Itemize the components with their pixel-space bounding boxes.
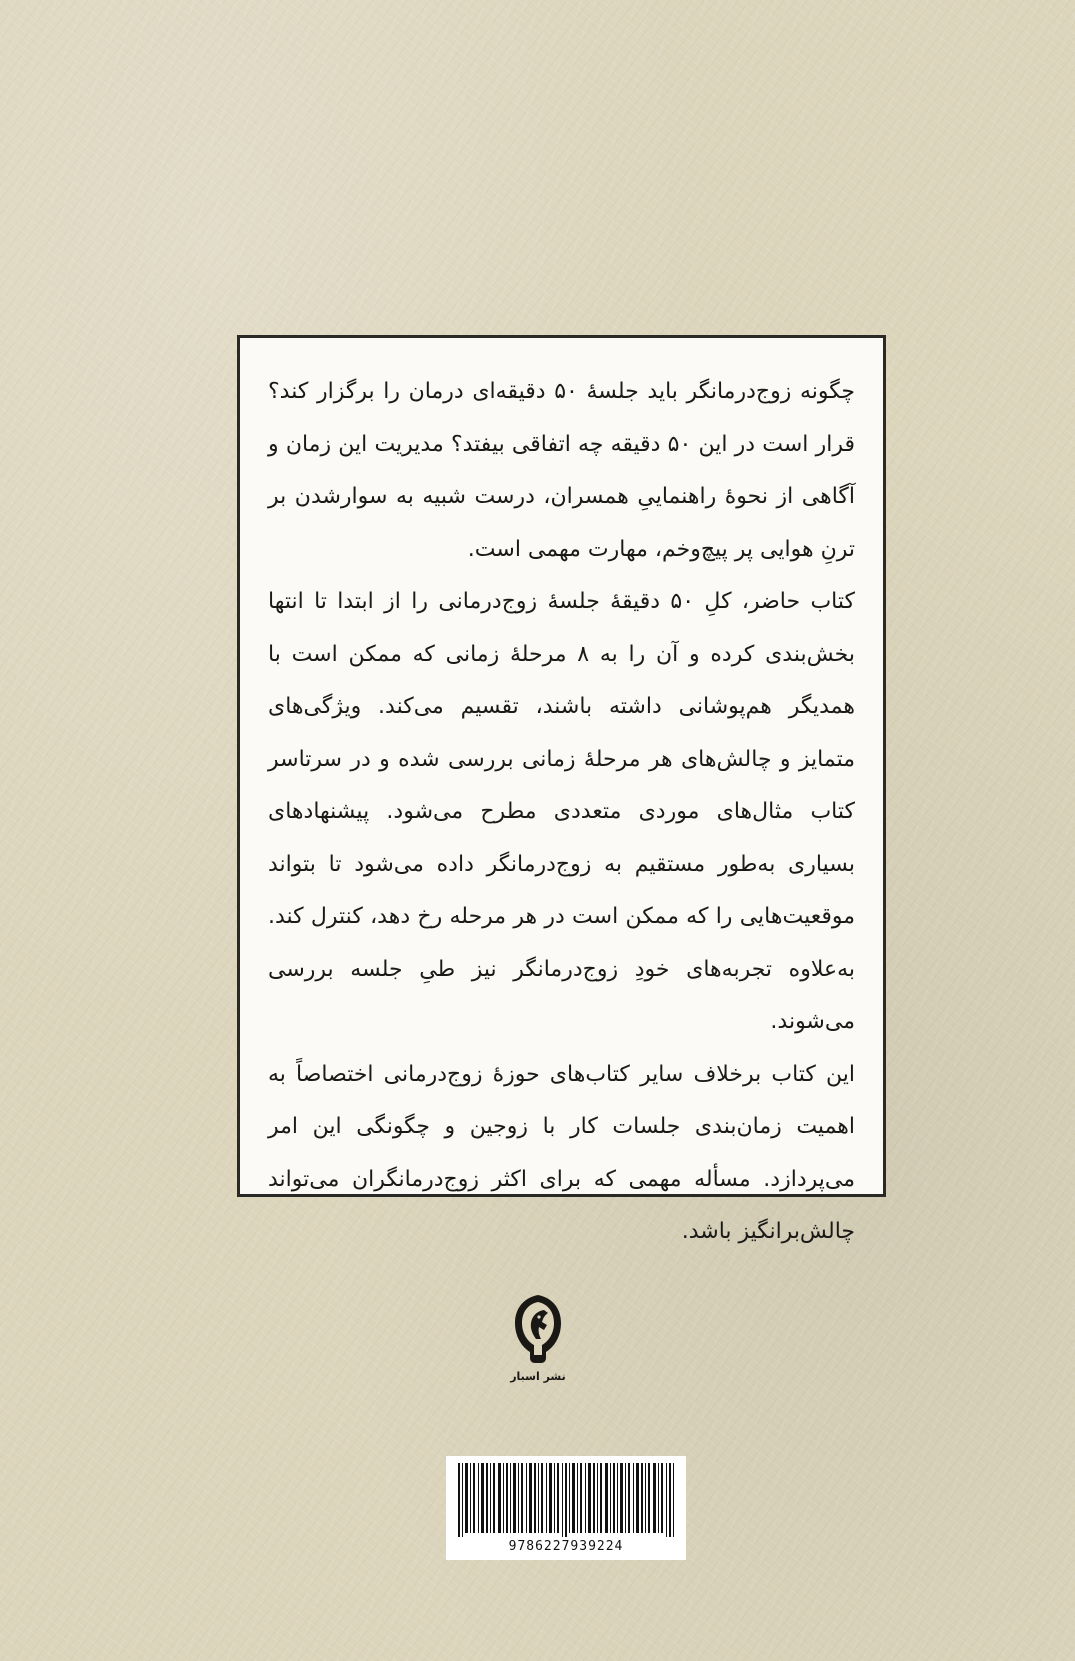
horse-head-logo-icon — [510, 1292, 566, 1368]
barcode-bars — [454, 1463, 678, 1537]
blurb-frame — [237, 335, 886, 1244]
blurb-text — [268, 366, 855, 1259]
blurb-paragraph-1: چگونه زوج‌درمانگر باید جلسهٔ ۵۰ دقیقه‌ای درمان را برگزار کند؟ قرار است در این ۵۰ دقیقه چه اتفاقی بیفتد؟ مدیریت این زمان و آگاهی از نحوهٔ راهنماییِ همسران، درست شبیه به سوارشدن بر ترنِ هوایی پر پیچ‌وخم، مهارت مهمی است. — [268, 379, 856, 562]
isbn-number: 9786227939224 — [508, 1539, 624, 1554]
blurb-paragraph-3: این کتاب برخلاف سایر کتاب‌های حوزهٔ زوج‌درمانی اختصاصاً به اهمیت زمان‌بندی جلسات کار با زوجین و چگونگی این امر می‌پردازد. مسأله مهمی که برای اکثر زوج‌درمانگران می‌تواند چالش‌برانگیز باشد. — [268, 1061, 855, 1244]
isbn-barcode — [446, 1456, 686, 1560]
publisher-mark — [499, 1292, 577, 1383]
publisher-name: نشر اسبار — [510, 1370, 566, 1383]
blurb-paragraph-2: کتاب حاضر، کلِ ۵۰ دقیقهٔ جلسهٔ زوج‌درمانی را از ابتدا تا انتها بخش‌بندی کرده و آن را به ۸ مرحلهٔ زمانی که ممکن است با همدیگر هم‌پوشانی داشته باشند، تقسیم می‌کند. ویژگی‌های متمایز و چالش‌های هر مرحلهٔ زمانی بررسی شده و در سرتاسر کتاب مثال‌های موردی متعددی مطرح می‌شود. پیشنهادهای بسیاری به‌طور مستقیم به زوج‌درمانگر داده می‌شود تا بتواند موقعیت‌هایی را که ممکن است در هر مرحله رخ دهد، کنترل کند. به‌علاوه تجربه‌های خودِ زوج‌درمانگر نیز طیِ جلسه بررسی می‌شوند. — [268, 589, 855, 1034]
